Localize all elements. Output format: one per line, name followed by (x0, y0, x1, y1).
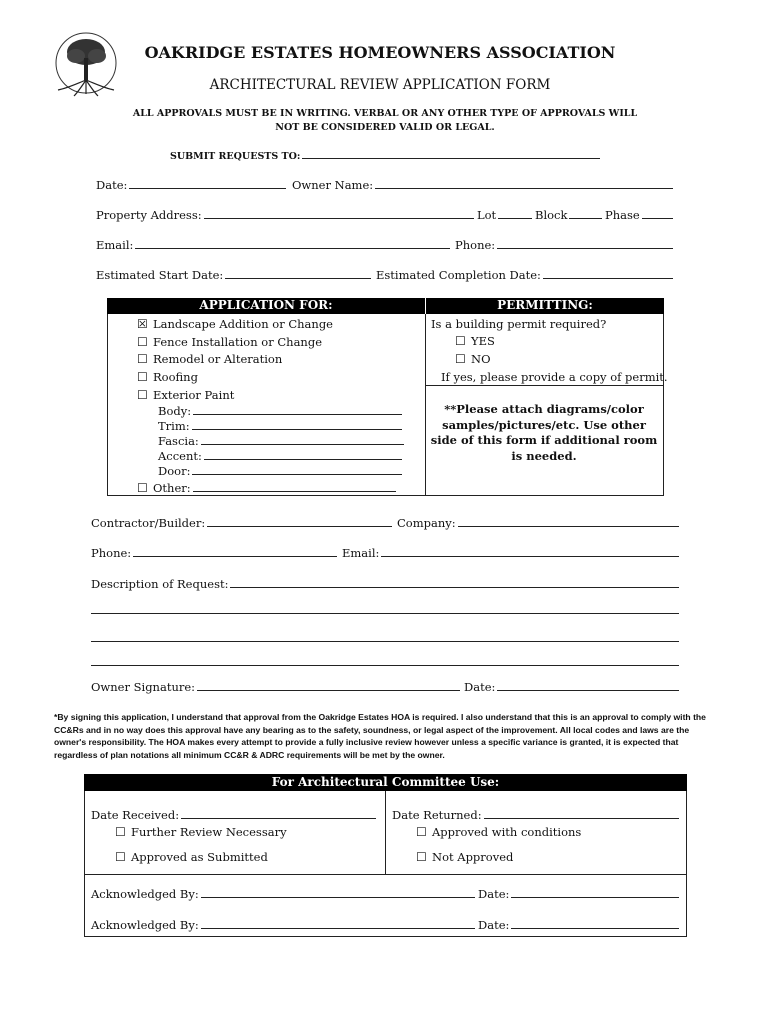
description-line-2[interactable] (91, 613, 679, 614)
description-label: Description of Request: (91, 577, 229, 591)
app-item-exterior-paint[interactable] (137, 388, 234, 402)
app-item-other[interactable] (137, 481, 396, 495)
paint-fascia-row (158, 434, 404, 448)
description-field[interactable] (230, 577, 679, 588)
acknowledged-by-label: Acknowledged By: (91, 887, 199, 901)
checkbox-icon[interactable]: ☐ (416, 825, 427, 839)
completion-date-label: Estimated Completion Date: (376, 268, 541, 282)
completion-date-field[interactable] (543, 268, 673, 279)
checkbox-icon[interactable]: ☐ (416, 850, 427, 864)
owner-signature-row (91, 680, 460, 694)
app-item-label: Exterior Paint (153, 388, 235, 402)
paint-fascia-field[interactable] (201, 434, 404, 445)
property-address-row (96, 208, 474, 222)
approved-submitted-label: Approved as Submitted (131, 850, 268, 864)
paint-body-label: Body: (158, 404, 192, 418)
paint-accent-row (158, 449, 402, 463)
notice-line2: NOT BE CONSIDERED VALID OR LEGAL. (275, 122, 495, 133)
notice-line1: ALL APPROVALS MUST BE IN WRITING. VERBAL OR ANY OTHER TYPE OF APPROVALS WILL (132, 108, 638, 119)
property-address-label: Property Address: (96, 208, 202, 222)
email-label: Email: (96, 238, 134, 252)
signature-date-field[interactable] (497, 680, 679, 691)
date-returned-label: Date Returned: (392, 808, 482, 822)
committee-divider-v (385, 791, 386, 874)
description-line-4[interactable] (91, 665, 679, 666)
permit-yes[interactable] (455, 334, 495, 348)
date-field[interactable] (129, 178, 286, 189)
further-review-option[interactable] (115, 825, 287, 839)
description-line-3[interactable] (91, 641, 679, 642)
further-review-label: Further Review Necessary (131, 825, 287, 839)
paint-door-field[interactable] (192, 464, 402, 475)
app-item-label: Roofing (153, 370, 198, 384)
lot-row (477, 208, 532, 222)
other-field[interactable] (193, 481, 396, 492)
paint-fascia-label: Fascia: (158, 434, 199, 448)
paint-trim-label: Trim: (158, 419, 190, 433)
owner-name-row (292, 178, 673, 192)
email-row (96, 238, 450, 252)
checkbox-icon[interactable]: ☐ (115, 850, 126, 864)
contractor-phone-field[interactable] (133, 546, 337, 557)
paint-body-row (158, 404, 402, 418)
paint-trim-row (158, 419, 402, 433)
phase-field[interactable] (642, 208, 673, 219)
lot-label: Lot (477, 208, 497, 222)
company-row (397, 516, 679, 530)
submit-field[interactable] (302, 148, 600, 159)
owner-name-field[interactable] (375, 178, 673, 189)
property-address-field[interactable] (204, 208, 474, 219)
checkbox-icon[interactable]: ☐ (115, 825, 126, 839)
approved-conditions-option[interactable] (416, 825, 581, 839)
ack-date-field[interactable] (511, 918, 679, 929)
date-received-row (91, 808, 376, 822)
date-returned-field[interactable] (484, 808, 679, 819)
phone-label: Phone: (455, 238, 496, 252)
acknowledged-by-label: Acknowledged By: (91, 918, 199, 932)
paint-trim-field[interactable] (192, 419, 402, 430)
app-item-remodel[interactable] (137, 352, 282, 366)
block-label: Block (535, 208, 568, 222)
app-item-label: Fence Installation or Change (153, 335, 323, 349)
start-date-label: Estimated Start Date: (96, 268, 224, 282)
owner-signature-label: Owner Signature: (91, 680, 196, 694)
form-title: ARCHITECTURAL REVIEW APPLICATION FORM (209, 77, 551, 93)
completion-date-row (376, 268, 673, 282)
paint-accent-field[interactable] (204, 449, 402, 460)
not-approved-option[interactable] (416, 850, 513, 864)
checkbox-icon[interactable]: ☐ (137, 370, 148, 384)
org-title: OAKRIDGE ESTATES HOMEOWNERS ASSOCIATION (144, 43, 616, 62)
contractor-phone-row (91, 546, 337, 560)
acknowledged-by-row-1 (91, 887, 475, 901)
committee-header: For Architectural Committee Use: (84, 774, 687, 791)
start-date-field[interactable] (225, 268, 371, 279)
table-divider (425, 314, 426, 496)
submit-requests-row (170, 148, 600, 162)
owner-signature-field[interactable] (197, 680, 460, 691)
paint-door-row (158, 464, 402, 478)
permit-no-label: NO (471, 352, 491, 366)
paint-body-field[interactable] (193, 404, 402, 415)
paint-accent-label: Accent: (158, 449, 202, 463)
contractor-email-label: Email: (342, 546, 380, 560)
block-row (535, 208, 602, 222)
disclaimer: *By signing this application, I understand that approval from the Oakridge Estates HOA is required. I also understand that this is an approval to comply with the CC&Rs and in no way does this approval have any bearing as to the safety, soundness, or legal aspect of the improvement. All local codes and laws are the owner's responsibility. The HOA makes every attempt to provide a fully inclusive review however unless a specific variance is granted, it is expected that regardless of plan notations all minimum CC&R & ADRC requirements will be met by the owner. (54, 712, 706, 760)
tree-logo (46, 28, 126, 98)
permitting-header: PERMITTING: (425, 298, 664, 314)
checkbox-icon[interactable]: ☐ (455, 352, 466, 366)
permit-question: Is a building permit required? (431, 317, 607, 331)
company-label: Company: (397, 516, 456, 530)
permit-note: If yes, please provide a copy of permit. (441, 370, 668, 384)
phone-field[interactable] (497, 238, 673, 249)
block-field[interactable] (569, 208, 602, 219)
approved-submitted-option[interactable] (115, 850, 268, 864)
committee-divider-h (84, 874, 687, 875)
date-received-field[interactable] (181, 808, 376, 819)
phase-label: Phase (605, 208, 640, 222)
permit-divider (425, 385, 664, 386)
checkbox-icon[interactable]: ☐ (137, 335, 148, 349)
other-label: Other: (153, 481, 191, 495)
checkbox-icon[interactable]: ☐ (137, 481, 148, 495)
signature-date-label: Date: (464, 680, 496, 694)
checked-box-icon[interactable]: ☒ (137, 317, 148, 331)
owner-name-label: Owner Name: (292, 178, 374, 192)
email-field[interactable] (135, 238, 450, 249)
phase-row (605, 208, 673, 222)
date-label: Date: (96, 178, 128, 192)
start-date-row (96, 268, 371, 282)
not-approved-label: Not Approved (432, 850, 514, 864)
contractor-email-row (342, 546, 679, 560)
date-received-label: Date Received: (91, 808, 180, 822)
permit-no[interactable] (455, 352, 491, 366)
date-row (96, 178, 286, 192)
lot-field[interactable] (498, 208, 532, 219)
signature-date-row (464, 680, 679, 694)
checkbox-icon[interactable]: ☐ (137, 352, 148, 366)
app-item-fence[interactable] (137, 335, 322, 349)
attach-note: **Please attach diagrams/color samples/pictures/etc. Use other side of this form if additional room is needed. (430, 402, 658, 463)
contractor-field[interactable] (207, 516, 392, 527)
acknowledged-by-row-2 (91, 918, 475, 932)
ack-date-field[interactable] (511, 887, 679, 898)
app-item-label: Landscape Addition or Change (153, 317, 333, 331)
ack-date-row-2 (478, 918, 679, 932)
permit-yes-label: YES (471, 334, 495, 348)
app-item-landscape[interactable] (137, 317, 333, 331)
approved-conditions-label: Approved with conditions (432, 825, 582, 839)
ack-date-label: Date: (478, 887, 510, 901)
checkbox-icon[interactable]: ☐ (455, 334, 466, 348)
app-item-label: Remodel or Alteration (153, 352, 283, 366)
date-returned-row (392, 808, 679, 822)
contractor-phone-label: Phone: (91, 546, 132, 560)
ack-date-label: Date: (478, 918, 510, 932)
submit-label: SUBMIT REQUESTS TO: (170, 151, 301, 162)
acknowledged-by-field[interactable] (201, 918, 475, 929)
contractor-email-field[interactable] (381, 546, 679, 557)
contractor-row (91, 516, 392, 530)
ack-date-row-1 (478, 887, 679, 901)
app-item-roofing[interactable] (137, 370, 198, 384)
company-field[interactable] (458, 516, 679, 527)
acknowledged-by-field[interactable] (201, 887, 475, 898)
phone-row (455, 238, 673, 252)
checkbox-icon[interactable]: ☐ (137, 388, 148, 402)
paint-door-label: Door: (158, 464, 191, 478)
application-header: APPLICATION FOR: (107, 298, 425, 314)
contractor-label: Contractor/Builder: (91, 516, 206, 530)
description-row (91, 577, 679, 591)
